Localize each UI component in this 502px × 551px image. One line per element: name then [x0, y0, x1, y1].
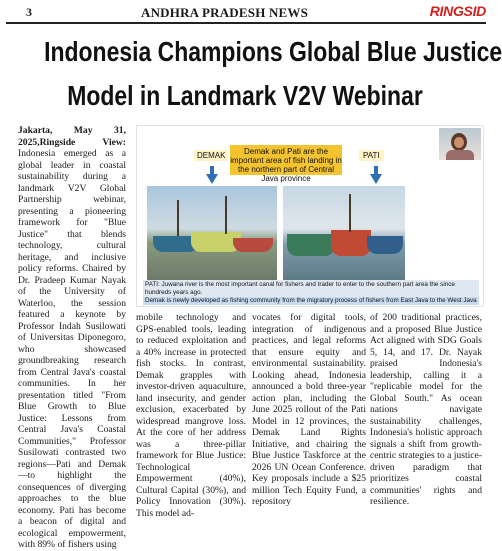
arrow-stem-left — [210, 166, 214, 174]
headline-line-1: Indonesia Champions Global Blue Justice — [44, 36, 502, 67]
presenter-video-thumbnail — [439, 128, 481, 160]
mast — [349, 194, 351, 232]
arrow-down-icon — [370, 174, 382, 184]
article-text-3: vocates for digital tools, integration of indigenous practices, and legal reforms that ensure equity and environmental sustainability. Looking ahead, Indonesia announced a bold three-year action plan, including the June 2025 rollout of the Pati Model in 12 provinces, the Demak Land Rights Initiative, and chairing the Blue Justice Taskforce at the 2026 UN Ocean Conference. Key proposals include a $25 million Tech Equity Fund, a repository — [252, 312, 366, 507]
boat-shape — [287, 234, 335, 256]
article-column-3 — [252, 312, 366, 508]
headline — [0, 30, 502, 120]
article-text-2: mobile technology and GPS-enabled tools, leading to reduced exploitation and a 40% increase in protected fish stocks. In contrast, Demak grapples with investor-driven aquaculture, land insecurity, and gender exclusion, exacerbated by widespread mangrove loss. At the core of her address was a three-pillar framework for Blue Justice: Technological Empowerment (40%), Cultural Capital (30%), and Policy Innovation (30%). This model ad- — [136, 312, 246, 519]
caption-demak: Demak is newly developed as fishing community from the migratory process of fishers from East Java to the West Java — [143, 297, 479, 305]
demak-harbor-photo — [147, 186, 277, 280]
pati-harbor-photo — [283, 186, 405, 280]
presenter-face — [454, 137, 464, 148]
mast — [225, 196, 227, 234]
masthead — [6, 3, 486, 21]
webinar-slide-image — [136, 125, 484, 307]
section-title: ANDHRA PRADESH NEWS — [141, 5, 309, 20]
article-text-4: of 200 traditional practices, and a proposed Blue Justice Act aligned with SDG Goals 5, 14, and 17. Dr. Nayak praised Indonesia's leadership, calling it a "replicable model for the Global South." As ocean nations navigate sustainability challenges, Indonesia's holistic approach signals a shift from growth-centric strategies to a justice-driven paradigm that prioritizes coastal communities' rights and resilience. — [370, 312, 482, 507]
pati-label: PATI — [359, 150, 384, 161]
article-column-1 — [18, 125, 126, 551]
mast — [177, 200, 179, 236]
dateline: Jakarta, May 31, 2025,Ringside View: — [18, 125, 126, 148]
article-text-1: Indonesia emerged as a global leader in coastal sustainability during a landmark V2V Global Partnership webinar, presenting a pioneering framework for "Blue Justice" that blends technology, cultural heritage, and inclusive policy reforms. Chaired by Dr. Pradeep Kumar Nayak of the University of Waterloo, the session featured a keynote by Professor Indah Susilowati of Universitas Diponegoro, who showcased groundbreaking research from Central Java's coastal communities. In her presentation titled "From Blue Growth to Blue Justice: Lessons from Central Java's Coastal Communities," Professor Susilowati contrasted two regions—Pati and Demak—to highlight the consequences of diverging approaches to the blue economy. Pati has become a beacon of digital and ecological empowerment, with 89% of fishers using — [18, 148, 126, 550]
boat-shape — [331, 230, 371, 256]
article-column-4 — [370, 312, 482, 508]
arrow-down-icon — [206, 174, 218, 184]
boat-shape — [233, 238, 273, 252]
arrow-stem-right — [374, 166, 378, 174]
article-column-2 — [136, 312, 246, 519]
demak-label: DEMAK — [194, 150, 228, 161]
brand-logo: RINGSID — [429, 3, 486, 19]
presenter-body — [446, 150, 474, 160]
page-number: 3 — [26, 5, 32, 19]
headline-line-2: Model in Landmark V2V Webinar — [67, 80, 423, 111]
boat-shape — [367, 236, 403, 254]
center-note: Demak and Pati are the important area of fish landing in the northern part of Central Java province — [230, 147, 342, 183]
header-rule — [6, 22, 486, 24]
caption-pati: PATI: Juwana river is the most important canal for fishers and trader to enter to the southern part area the since hundreds years ago. — [143, 280, 479, 298]
